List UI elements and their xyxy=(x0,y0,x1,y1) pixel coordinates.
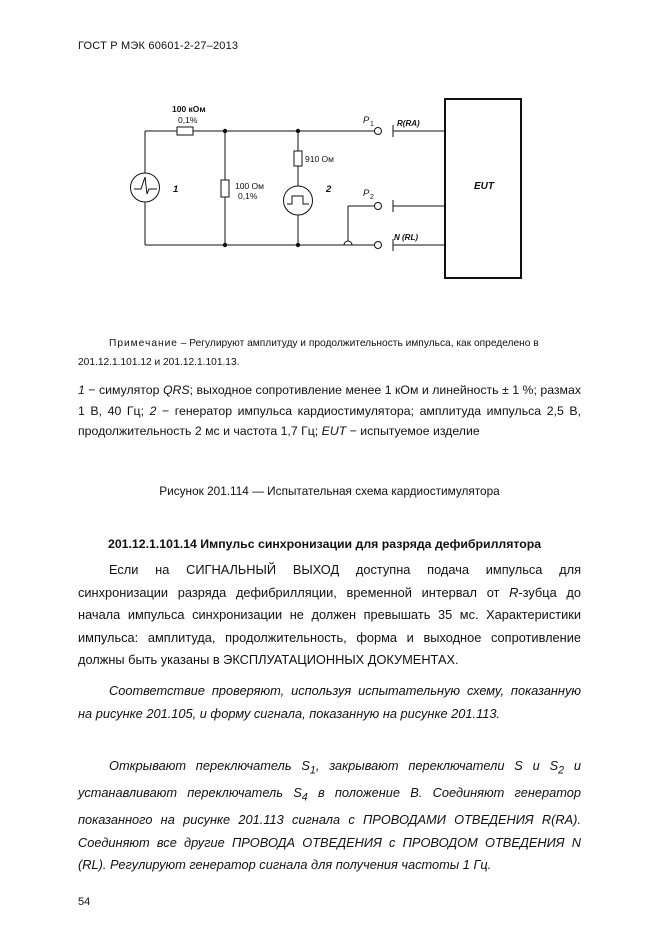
legend-text: − испытуемое изделие xyxy=(346,424,480,438)
qrs-waveform-icon xyxy=(134,177,157,194)
terminal-p2 xyxy=(375,203,382,210)
label-p1-sub: 1 xyxy=(370,121,374,128)
legend-text: − генератор импульса кардиостимулятора; амплитуда импульса 2,5 В, продолжительность 2 мс и частота 1,7 Гц; xyxy=(78,403,581,438)
figure-caption: Рисунок 201.114 — Испытательная схема кардиостимулятора xyxy=(159,484,500,498)
junction-dot xyxy=(296,129,300,133)
label-lead-rl: N (RL) xyxy=(394,233,418,242)
label-p2: P xyxy=(363,188,370,199)
legend-eut: EUT xyxy=(321,424,347,438)
paragraph-text: , закрывают переключатели S и S xyxy=(315,758,559,773)
subscript: 4 xyxy=(301,791,308,804)
junction-dot xyxy=(296,243,300,247)
wire-crossover xyxy=(344,241,352,245)
label-eut: EUT xyxy=(474,181,494,192)
circuit-diagram xyxy=(0,0,661,320)
pulse-waveform-icon xyxy=(287,196,309,204)
resistor-910ohm xyxy=(294,151,302,166)
paragraph xyxy=(78,559,581,672)
label-lead-ra: R(RA) xyxy=(397,119,420,128)
resistor-100k xyxy=(177,127,193,135)
figure-note xyxy=(78,334,581,372)
subscript: 2 xyxy=(558,764,565,777)
legend-text: ; выходное сопротивление менее 1 кОм и линейность ± 1 %; размах 1 В, 40 Гц; xyxy=(78,383,581,418)
compliance-paragraph: Соответствие проверяют, используя испытательную схему, показанную на рисунке 201.105, и форму сигнала, показанную на рисунке 201.113. xyxy=(78,683,581,721)
junction-dot xyxy=(223,243,227,247)
paragraph-text: в положение B. Соединяют генератор показанного на рисунке 201.113 сигнала с ПРОВОДАМИ ОТВЕДЕНИЯ R(RA). Соединяют все другие ПРОВОДА ОТВЕДЕНИЯ с ПРОВОДОМ ОТВЕДЕНИЯ N (RL). Регулируют генератор сигнала для получения частоты 1 Гц. xyxy=(78,785,581,873)
resistor-100ohm xyxy=(221,180,229,197)
paragraph-text: Открывают переключатель S xyxy=(109,758,310,773)
label-r3-value: 910 Ом xyxy=(305,154,334,164)
label-r1-tol: 0,1% xyxy=(178,115,198,125)
label-r2-tol: 0,1% xyxy=(238,191,258,201)
legend-num-1: 1 xyxy=(78,383,85,397)
label-p2-sub: 2 xyxy=(370,194,374,201)
paragraph-text: и устанавливают переключатель S xyxy=(78,758,581,801)
label-r1-value: 100 кОм xyxy=(172,104,206,114)
subscript: 1 xyxy=(309,764,316,777)
legend-qrs: QRS xyxy=(162,383,190,397)
paragraph-text: R xyxy=(509,584,519,600)
procedure-paragraph xyxy=(78,755,581,877)
paragraph-text: Если на СИГНАЛЬНЫЙ ВЫХОД доступна подача импульса для синхронизации разряда дефибрилляции, временной интервал от xyxy=(78,562,581,600)
label-p1: P xyxy=(363,115,370,126)
terminal-rl xyxy=(375,242,382,249)
legend-text: − симулятор xyxy=(84,383,163,397)
running-header: ГОСТ Р МЭК 60601-2-27–2013 xyxy=(78,40,239,52)
note-text: – Регулируют амплитуду и продолжительность импульса, как определено в 201.12.1.101.12 и 201.12.1.101.13. xyxy=(78,338,539,368)
figure-legend xyxy=(78,380,581,442)
label-generator-number: 2 xyxy=(326,184,332,195)
section-heading: 201.12.1.101.14 Импульс синхронизации для разряда дефибриллятора xyxy=(108,537,542,551)
paragraph-text: -зубца до начала импульса синхронизации не должен превышать 35 мс. Характеристики импульса: амплитуда, продолжительность, форма и выходное сопротивление должны быть указаны в ЭКСПЛУАТАЦИОННЫХ ДОКУМЕНТАХ. xyxy=(78,584,581,668)
page-number: 54 xyxy=(78,896,91,908)
label-simulator-number: 1 xyxy=(173,184,179,195)
junction-dot xyxy=(223,129,227,133)
note-label: Примечание xyxy=(109,338,178,349)
pulse-generator xyxy=(284,186,313,215)
legend-num-2: 2 xyxy=(149,403,157,418)
label-r2-value: 100 Ом xyxy=(235,181,264,191)
terminal-p1 xyxy=(375,128,382,135)
